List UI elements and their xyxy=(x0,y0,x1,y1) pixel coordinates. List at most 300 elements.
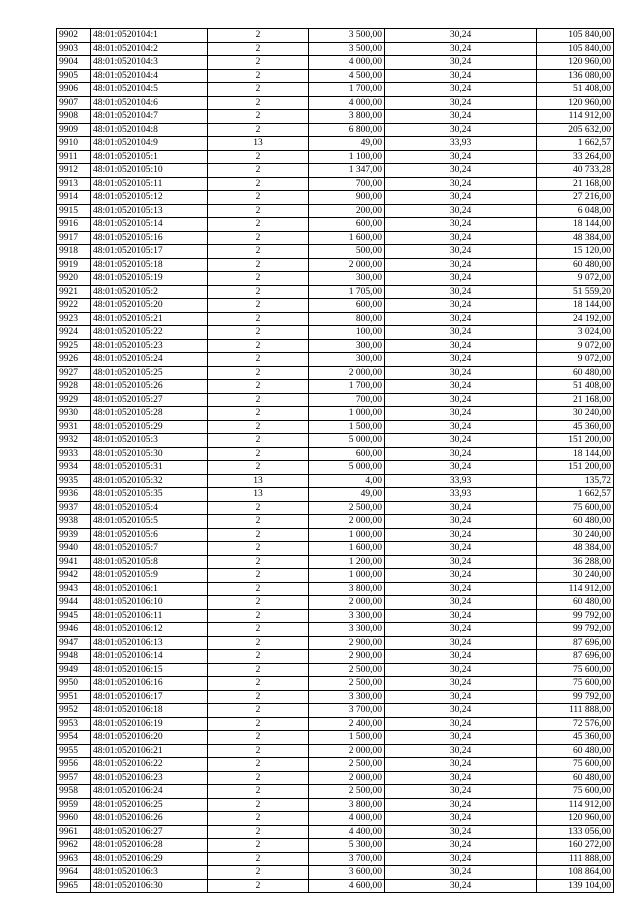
rate-cell: 30,24 xyxy=(385,866,537,880)
cadastral-value-cell: 205 632,00 xyxy=(537,123,614,137)
cadastral-value-cell: 75 600,00 xyxy=(537,785,614,799)
area-cell: 100,00 xyxy=(309,326,385,340)
category-cell: 2 xyxy=(208,339,309,353)
row-number-cell: 9925 xyxy=(57,339,91,353)
row-number-cell: 9928 xyxy=(57,380,91,394)
area-cell: 3 300,00 xyxy=(309,623,385,637)
category-cell: 2 xyxy=(208,123,309,137)
row-number-cell: 9937 xyxy=(57,501,91,515)
area-cell: 3 500,00 xyxy=(309,42,385,56)
cadastral-value-cell: 99 792,00 xyxy=(537,690,614,704)
rate-cell: 30,24 xyxy=(385,447,537,461)
cadastral-value-cell: 120 960,00 xyxy=(537,56,614,70)
area-cell: 2 500,00 xyxy=(309,663,385,677)
cadastral-number-cell: 48:01:0520106:15 xyxy=(91,663,208,677)
cadastral-number-cell: 48:01:0520106:27 xyxy=(91,825,208,839)
category-cell: 2 xyxy=(208,191,309,205)
area-cell: 2 500,00 xyxy=(309,785,385,799)
cadastral-number-cell: 48:01:0520104:5 xyxy=(91,83,208,97)
table-row xyxy=(57,474,614,488)
cadastral-number-cell: 48:01:0520104:6 xyxy=(91,96,208,110)
row-number-cell: 9931 xyxy=(57,420,91,434)
table-row xyxy=(57,96,614,110)
cadastral-number-cell: 48:01:0520104:7 xyxy=(91,110,208,124)
table-row xyxy=(57,407,614,421)
area-cell: 200,00 xyxy=(309,204,385,218)
table-row xyxy=(57,69,614,83)
rate-cell: 30,24 xyxy=(385,528,537,542)
cadastral-value-cell: 99 792,00 xyxy=(537,609,614,623)
area-cell: 300,00 xyxy=(309,272,385,286)
table-row xyxy=(57,704,614,718)
rate-cell: 30,24 xyxy=(385,42,537,56)
rate-cell: 30,24 xyxy=(385,461,537,475)
area-cell: 3 600,00 xyxy=(309,866,385,880)
area-cell: 700,00 xyxy=(309,177,385,191)
category-cell: 2 xyxy=(208,29,309,43)
category-cell: 2 xyxy=(208,785,309,799)
cadastral-number-cell: 48:01:0520105:14 xyxy=(91,218,208,232)
rate-cell: 30,24 xyxy=(385,812,537,826)
area-cell: 3 300,00 xyxy=(309,690,385,704)
rate-cell: 30,24 xyxy=(385,569,537,583)
area-cell: 49,00 xyxy=(309,488,385,502)
rate-cell: 30,24 xyxy=(385,825,537,839)
cadastral-number-cell: 48:01:0520106:13 xyxy=(91,636,208,650)
category-cell: 2 xyxy=(208,407,309,421)
rate-cell: 30,24 xyxy=(385,852,537,866)
area-cell: 1 600,00 xyxy=(309,542,385,556)
rate-cell: 30,24 xyxy=(385,339,537,353)
cadastral-value-cell: 75 600,00 xyxy=(537,677,614,691)
cadastral-number-cell: 48:01:0520105:23 xyxy=(91,339,208,353)
cadastral-number-cell: 48:01:0520106:22 xyxy=(91,758,208,772)
cadastral-number-cell: 48:01:0520105:8 xyxy=(91,555,208,569)
row-number-cell: 9915 xyxy=(57,204,91,218)
rate-cell: 30,24 xyxy=(385,555,537,569)
category-cell: 2 xyxy=(208,110,309,124)
category-cell: 13 xyxy=(208,474,309,488)
category-cell: 2 xyxy=(208,83,309,97)
table-row xyxy=(57,461,614,475)
row-number-cell: 9924 xyxy=(57,326,91,340)
row-number-cell: 9905 xyxy=(57,69,91,83)
row-number-cell: 9927 xyxy=(57,366,91,380)
category-cell: 2 xyxy=(208,609,309,623)
table-row xyxy=(57,42,614,56)
rate-cell: 30,24 xyxy=(385,312,537,326)
table-row xyxy=(57,825,614,839)
table-row xyxy=(57,137,614,151)
area-cell: 1 700,00 xyxy=(309,380,385,394)
table-row xyxy=(57,852,614,866)
category-cell: 2 xyxy=(208,393,309,407)
category-cell: 2 xyxy=(208,825,309,839)
rate-cell: 30,24 xyxy=(385,191,537,205)
row-number-cell: 9952 xyxy=(57,704,91,718)
category-cell: 2 xyxy=(208,677,309,691)
cadastral-value-cell: 60 480,00 xyxy=(537,515,614,529)
cadastral-value-cell: 40 733,28 xyxy=(537,164,614,178)
row-number-cell: 9948 xyxy=(57,650,91,664)
area-cell: 1 000,00 xyxy=(309,528,385,542)
category-cell: 2 xyxy=(208,231,309,245)
table-row xyxy=(57,258,614,272)
table-row xyxy=(57,123,614,137)
rate-cell: 30,24 xyxy=(385,29,537,43)
table-row xyxy=(57,717,614,731)
row-number-cell: 9940 xyxy=(57,542,91,556)
area-cell: 49,00 xyxy=(309,137,385,151)
category-cell: 2 xyxy=(208,758,309,772)
cadastral-number-cell: 48:01:0520105:27 xyxy=(91,393,208,407)
cadastral-value-cell: 9 072,00 xyxy=(537,339,614,353)
category-cell: 2 xyxy=(208,177,309,191)
rate-cell: 30,24 xyxy=(385,879,537,893)
category-cell: 2 xyxy=(208,704,309,718)
table-row xyxy=(57,56,614,70)
category-cell: 2 xyxy=(208,69,309,83)
cadastral-value-cell: 160 272,00 xyxy=(537,839,614,853)
row-number-cell: 9912 xyxy=(57,164,91,178)
row-number-cell: 9943 xyxy=(57,582,91,596)
cadastral-value-cell: 30 240,00 xyxy=(537,569,614,583)
rate-cell: 33,93 xyxy=(385,474,537,488)
rate-cell: 30,24 xyxy=(385,96,537,110)
cadastral-number-cell: 48:01:0520105:17 xyxy=(91,245,208,259)
rate-cell: 30,24 xyxy=(385,582,537,596)
row-number-cell: 9917 xyxy=(57,231,91,245)
rate-cell: 30,24 xyxy=(385,258,537,272)
area-cell: 1 500,00 xyxy=(309,731,385,745)
rate-cell: 30,24 xyxy=(385,353,537,367)
area-cell: 2 500,00 xyxy=(309,758,385,772)
area-cell: 2 000,00 xyxy=(309,258,385,272)
category-cell: 2 xyxy=(208,717,309,731)
cadastral-value-cell: 72 576,00 xyxy=(537,717,614,731)
cadastral-value-cell: 114 912,00 xyxy=(537,798,614,812)
area-cell: 6 800,00 xyxy=(309,123,385,137)
rate-cell: 30,24 xyxy=(385,704,537,718)
table-row xyxy=(57,380,614,394)
area-cell: 500,00 xyxy=(309,245,385,259)
rate-cell: 33,93 xyxy=(385,137,537,151)
area-cell: 4 000,00 xyxy=(309,812,385,826)
rate-cell: 30,24 xyxy=(385,798,537,812)
area-cell: 1 100,00 xyxy=(309,150,385,164)
area-cell: 2 900,00 xyxy=(309,636,385,650)
table-row xyxy=(57,29,614,43)
rate-cell: 30,24 xyxy=(385,326,537,340)
cadastral-value-cell: 18 144,00 xyxy=(537,218,614,232)
cadastral-number-cell: 48:01:0520105:5 xyxy=(91,515,208,529)
cadastral-number-cell: 48:01:0520106:12 xyxy=(91,623,208,637)
cadastral-number-cell: 48:01:0520105:2 xyxy=(91,285,208,299)
table-row xyxy=(57,785,614,799)
table-row xyxy=(57,771,614,785)
category-cell: 2 xyxy=(208,879,309,893)
rate-cell: 30,24 xyxy=(385,110,537,124)
cadastral-value-cell: 24 192,00 xyxy=(537,312,614,326)
row-number-cell: 9913 xyxy=(57,177,91,191)
row-number-cell: 9922 xyxy=(57,299,91,313)
rate-cell: 30,24 xyxy=(385,218,537,232)
cadastral-number-cell: 48:01:0520105:25 xyxy=(91,366,208,380)
area-cell: 3 300,00 xyxy=(309,609,385,623)
rate-cell: 30,24 xyxy=(385,596,537,610)
category-cell: 2 xyxy=(208,272,309,286)
area-cell: 2 400,00 xyxy=(309,717,385,731)
category-cell: 2 xyxy=(208,56,309,70)
row-number-cell: 9957 xyxy=(57,771,91,785)
row-number-cell: 9955 xyxy=(57,744,91,758)
category-cell: 2 xyxy=(208,596,309,610)
table-row xyxy=(57,164,614,178)
cadastral-value-cell: 60 480,00 xyxy=(537,258,614,272)
row-number-cell: 9935 xyxy=(57,474,91,488)
cadastral-value-cell: 87 696,00 xyxy=(537,650,614,664)
cadastral-value-cell: 48 384,00 xyxy=(537,542,614,556)
rate-cell: 30,24 xyxy=(385,663,537,677)
cadastral-number-cell: 48:01:0520105:21 xyxy=(91,312,208,326)
cadastral-number-cell: 48:01:0520106:20 xyxy=(91,731,208,745)
cadastral-value-cell: 51 408,00 xyxy=(537,83,614,97)
category-cell: 2 xyxy=(208,353,309,367)
category-cell: 2 xyxy=(208,461,309,475)
category-cell: 2 xyxy=(208,798,309,812)
category-cell: 2 xyxy=(208,96,309,110)
table-row xyxy=(57,569,614,583)
row-number-cell: 9959 xyxy=(57,798,91,812)
table-row xyxy=(57,555,614,569)
area-cell: 3 700,00 xyxy=(309,852,385,866)
category-cell: 2 xyxy=(208,312,309,326)
table-row xyxy=(57,177,614,191)
table-row xyxy=(57,434,614,448)
cadastral-number-cell: 48:01:0520105:20 xyxy=(91,299,208,313)
area-cell: 2 900,00 xyxy=(309,650,385,664)
cadastral-number-cell: 48:01:0520105:6 xyxy=(91,528,208,542)
row-number-cell: 9938 xyxy=(57,515,91,529)
rate-cell: 30,24 xyxy=(385,542,537,556)
area-cell: 4,00 xyxy=(309,474,385,488)
table-row xyxy=(57,231,614,245)
table-row xyxy=(57,731,614,745)
row-number-cell: 9950 xyxy=(57,677,91,691)
cadastral-value-cell: 135,72 xyxy=(537,474,614,488)
cadastral-number-cell: 48:01:0520104:8 xyxy=(91,123,208,137)
category-cell: 2 xyxy=(208,690,309,704)
category-cell: 2 xyxy=(208,150,309,164)
table-row xyxy=(57,285,614,299)
cadastral-value-cell: 51 408,00 xyxy=(537,380,614,394)
rate-cell: 30,24 xyxy=(385,407,537,421)
cadastral-number-cell: 48:01:0520106:1 xyxy=(91,582,208,596)
cadastral-value-cell: 99 792,00 xyxy=(537,623,614,637)
category-cell: 2 xyxy=(208,245,309,259)
cadastral-number-cell: 48:01:0520105:1 xyxy=(91,150,208,164)
cadastral-value-cell: 48 384,00 xyxy=(537,231,614,245)
table-row xyxy=(57,650,614,664)
cadastral-number-cell: 48:01:0520106:30 xyxy=(91,879,208,893)
cadastral-value-cell: 60 480,00 xyxy=(537,744,614,758)
row-number-cell: 9906 xyxy=(57,83,91,97)
rate-cell: 30,24 xyxy=(385,677,537,691)
cadastral-value-cell: 75 600,00 xyxy=(537,758,614,772)
table-row xyxy=(57,488,614,502)
area-cell: 4 500,00 xyxy=(309,69,385,83)
row-number-cell: 9914 xyxy=(57,191,91,205)
row-number-cell: 9962 xyxy=(57,839,91,853)
cadastral-number-cell: 48:01:0520105:22 xyxy=(91,326,208,340)
cadastral-value-cell: 151 200,00 xyxy=(537,434,614,448)
cadastral-value-cell: 51 559,20 xyxy=(537,285,614,299)
table-row xyxy=(57,393,614,407)
table-row xyxy=(57,515,614,529)
table-row xyxy=(57,798,614,812)
rate-cell: 30,24 xyxy=(385,839,537,853)
area-cell: 300,00 xyxy=(309,353,385,367)
category-cell: 2 xyxy=(208,366,309,380)
cadastral-value-cell: 18 144,00 xyxy=(537,299,614,313)
cadastral-number-cell: 48:01:0520105:4 xyxy=(91,501,208,515)
cadastral-number-cell: 48:01:0520105:32 xyxy=(91,474,208,488)
rate-cell: 30,24 xyxy=(385,501,537,515)
area-cell: 5 000,00 xyxy=(309,461,385,475)
cadastral-number-cell: 48:01:0520105:13 xyxy=(91,204,208,218)
cadastral-value-cell: 15 120,00 xyxy=(537,245,614,259)
category-cell: 13 xyxy=(208,137,309,151)
row-number-cell: 9902 xyxy=(57,29,91,43)
row-number-cell: 9923 xyxy=(57,312,91,326)
area-cell: 3 800,00 xyxy=(309,582,385,596)
table-row xyxy=(57,758,614,772)
table-row xyxy=(57,839,614,853)
cadastral-number-cell: 48:01:0520105:35 xyxy=(91,488,208,502)
area-cell: 2 000,00 xyxy=(309,596,385,610)
category-cell: 2 xyxy=(208,42,309,56)
cadastral-value-cell: 1 662,57 xyxy=(537,137,614,151)
area-cell: 800,00 xyxy=(309,312,385,326)
cadastral-number-cell: 48:01:0520106:14 xyxy=(91,650,208,664)
cadastral-value-cell: 9 072,00 xyxy=(537,272,614,286)
rate-cell: 30,24 xyxy=(385,636,537,650)
area-cell: 600,00 xyxy=(309,447,385,461)
area-cell: 3 800,00 xyxy=(309,798,385,812)
category-cell: 2 xyxy=(208,218,309,232)
area-cell: 4 600,00 xyxy=(309,879,385,893)
category-cell: 2 xyxy=(208,555,309,569)
cadastral-value-table xyxy=(56,28,614,893)
row-number-cell: 9939 xyxy=(57,528,91,542)
table-row xyxy=(57,110,614,124)
row-number-cell: 9919 xyxy=(57,258,91,272)
cadastral-value-cell: 36 288,00 xyxy=(537,555,614,569)
cadastral-value-cell: 151 200,00 xyxy=(537,461,614,475)
area-cell: 1 600,00 xyxy=(309,231,385,245)
cadastral-number-cell: 48:01:0520104:9 xyxy=(91,137,208,151)
cadastral-number-cell: 48:01:0520106:26 xyxy=(91,812,208,826)
rate-cell: 30,24 xyxy=(385,299,537,313)
area-cell: 1 000,00 xyxy=(309,407,385,421)
area-cell: 1 000,00 xyxy=(309,569,385,583)
rate-cell: 30,24 xyxy=(385,177,537,191)
category-cell: 2 xyxy=(208,515,309,529)
table-row xyxy=(57,812,614,826)
rate-cell: 30,24 xyxy=(385,623,537,637)
row-number-cell: 9916 xyxy=(57,218,91,232)
area-cell: 700,00 xyxy=(309,393,385,407)
cadastral-value-cell: 111 888,00 xyxy=(537,704,614,718)
row-number-cell: 9929 xyxy=(57,393,91,407)
row-number-cell: 9918 xyxy=(57,245,91,259)
cadastral-number-cell: 48:01:0520105:29 xyxy=(91,420,208,434)
cadastral-number-cell: 48:01:0520105:12 xyxy=(91,191,208,205)
table-row xyxy=(57,744,614,758)
rate-cell: 30,24 xyxy=(385,434,537,448)
area-cell: 2 000,00 xyxy=(309,366,385,380)
table-row xyxy=(57,636,614,650)
cadastral-value-cell: 120 960,00 xyxy=(537,812,614,826)
category-cell: 2 xyxy=(208,623,309,637)
cadastral-value-cell: 60 480,00 xyxy=(537,771,614,785)
rate-cell: 30,24 xyxy=(385,650,537,664)
cadastral-value-cell: 108 864,00 xyxy=(537,866,614,880)
area-cell: 600,00 xyxy=(309,299,385,313)
table-row xyxy=(57,326,614,340)
cadastral-value-cell: 139 104,00 xyxy=(537,879,614,893)
cadastral-value-cell: 18 144,00 xyxy=(537,447,614,461)
rate-cell: 30,24 xyxy=(385,245,537,259)
cadastral-value-cell: 105 840,00 xyxy=(537,29,614,43)
table-row xyxy=(57,596,614,610)
row-number-cell: 9920 xyxy=(57,272,91,286)
category-cell: 2 xyxy=(208,852,309,866)
category-cell: 2 xyxy=(208,650,309,664)
area-cell: 3 800,00 xyxy=(309,110,385,124)
row-number-cell: 9921 xyxy=(57,285,91,299)
rate-cell: 30,24 xyxy=(385,731,537,745)
table-row xyxy=(57,609,614,623)
table-row xyxy=(57,272,614,286)
row-number-cell: 9949 xyxy=(57,663,91,677)
cadastral-value-cell: 33 264,00 xyxy=(537,150,614,164)
row-number-cell: 9910 xyxy=(57,137,91,151)
area-cell: 1 200,00 xyxy=(309,555,385,569)
table-row xyxy=(57,191,614,205)
cadastral-number-cell: 48:01:0520105:18 xyxy=(91,258,208,272)
category-cell: 2 xyxy=(208,663,309,677)
category-cell: 2 xyxy=(208,434,309,448)
area-cell: 900,00 xyxy=(309,191,385,205)
rate-cell: 30,24 xyxy=(385,69,537,83)
category-cell: 2 xyxy=(208,542,309,556)
cadastral-number-cell: 48:01:0520105:9 xyxy=(91,569,208,583)
area-cell: 4 400,00 xyxy=(309,825,385,839)
category-cell: 2 xyxy=(208,204,309,218)
cadastral-number-cell: 48:01:0520106:11 xyxy=(91,609,208,623)
category-cell: 2 xyxy=(208,731,309,745)
cadastral-value-cell: 6 048,00 xyxy=(537,204,614,218)
cadastral-value-cell: 87 696,00 xyxy=(537,636,614,650)
cadastral-number-cell: 48:01:0520105:10 xyxy=(91,164,208,178)
cadastral-value-cell: 3 024,00 xyxy=(537,326,614,340)
table-body xyxy=(57,29,614,893)
table-row xyxy=(57,528,614,542)
table-row xyxy=(57,690,614,704)
cadastral-value-cell: 21 168,00 xyxy=(537,177,614,191)
cadastral-number-cell: 48:01:0520105:19 xyxy=(91,272,208,286)
